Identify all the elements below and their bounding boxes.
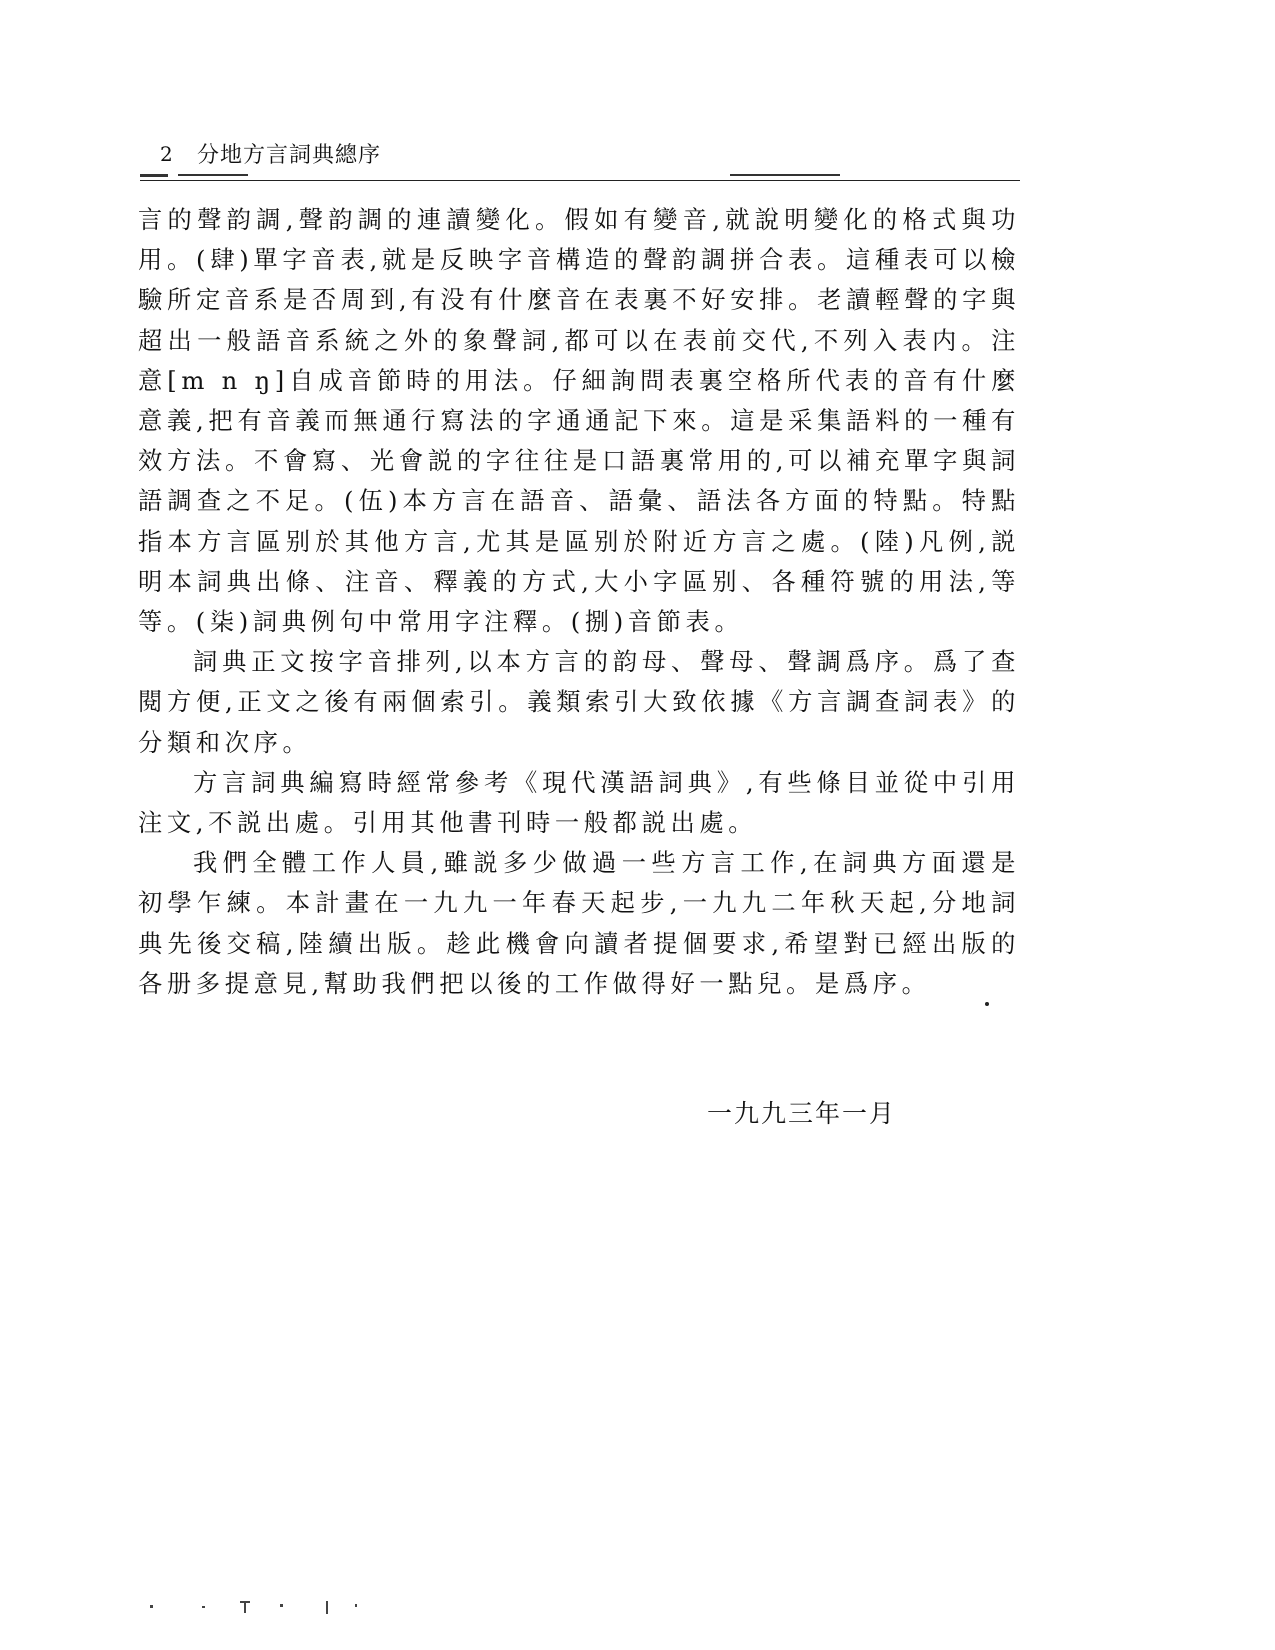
page-number: 2 [160,142,173,166]
paragraph: 方言詞典編寫時經常參考《現代漢語詞典》,有些條目並從中引用注文,不説出處。引用其他書刊時一般都説出處。 [138,767,1020,838]
header-rule-mark [140,174,168,177]
header-rule [140,180,1020,181]
footer-scan-marks [150,1597,390,1617]
page-header [152,136,1012,176]
running-title: 分地方言詞典總序 [197,143,382,168]
paragraph: 詞典正文按字音排列,以本方言的韵母、聲母、聲調爲序。爲了查閱方便,正文之後有兩個索引。義類索引大致依據《方言調查詞表》的分類和次序。 [138,647,1020,757]
scan-speck [985,1002,989,1006]
signature-date: 一九九三年一月 [707,1099,897,1128]
body-text [138,200,1020,1004]
paragraph: 我們全體工作人員,雖説多少做過一些方言工作,在詞典方面還是初學乍練。本計畫在一九九一年春天起步,一九九二年秋天起,分地詞典先後交稿,陸續出版。趁此機會向讀者提個要求,希望對已經出版的各册多提意見,幫助我們把以後的工作做得好一點兒。是爲序。 [138,848,1020,998]
header-rule-mark [730,174,840,176]
header-rule-mark [178,174,248,176]
paragraph: 言的聲韵調,聲韵調的連讀變化。假如有變音,就說明變化的格式與功用。(肆)單字音表,就是反映字音構造的聲韵調拼合表。這種表可以檢驗所定音系是否周到,有没有什麼音在表裏不好安排。老讀輕聲的字與超出一般語音系統之外的象聲詞,都可以在表前交代,不列入表内。注意[m n ŋ]自成音節時的用法。仔細詢問表裏空格所代表的音有什麼意義,把有音義而無通行寫法的字通通記下來。這是采集語料的一種有效方法。不會寫、光會説的字往往是口語裏常用的,可以補充單字與詞語調查之不足。(伍)本方言在語音、語彙、語法各方面的特點。特點指本方言區别於其他方言,尤其是區别於附近方言之處。(陸)凡例,説明本詞典出條、注音、釋義的方式,大小字區别、各種符號的用法,等等。(柒)詞典例句中常用字注釋。(捌)音節表。 [138,205,1020,637]
